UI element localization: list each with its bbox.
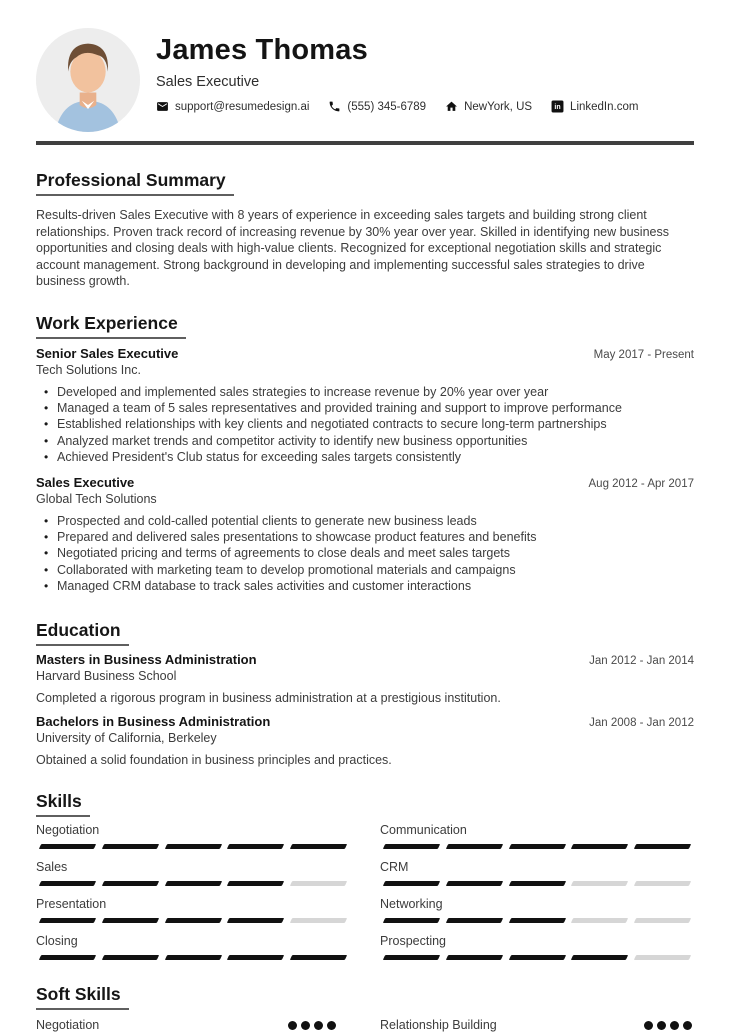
contact-location-text: NewYork, US bbox=[464, 100, 533, 113]
job-bullet: • Analyzed market trends and competitor activity to identify new business opportunities bbox=[36, 433, 694, 449]
skill-item bbox=[380, 897, 694, 923]
skill-item bbox=[36, 897, 350, 923]
avatar bbox=[36, 28, 140, 132]
skill-bar-segment bbox=[634, 918, 691, 923]
skill-item bbox=[36, 934, 350, 960]
skill-bar-segment bbox=[571, 918, 628, 923]
phone-icon bbox=[328, 100, 341, 113]
education-entry bbox=[36, 652, 694, 705]
skill-item bbox=[380, 860, 694, 886]
skill-bar-segment bbox=[290, 844, 347, 849]
skill-bar-segment bbox=[634, 881, 691, 886]
contact-email-text: support@resumedesign.ai bbox=[175, 100, 310, 113]
section-heading-education: Education bbox=[36, 620, 129, 646]
skill-label: Communication bbox=[380, 823, 467, 837]
contact-phone bbox=[328, 100, 426, 113]
section-work-experience bbox=[36, 290, 694, 594]
job-dates: May 2017 - Present bbox=[593, 348, 694, 361]
section-skills bbox=[36, 767, 694, 971]
skills-column-left bbox=[36, 823, 350, 971]
degree-title: Bachelors in Business Administration bbox=[36, 714, 271, 729]
skill-level-bar bbox=[36, 918, 350, 923]
home-icon bbox=[445, 100, 458, 113]
email-icon bbox=[156, 100, 169, 113]
skill-bar-segment bbox=[446, 955, 503, 960]
education-entry bbox=[36, 714, 694, 767]
rating-dot bbox=[644, 1021, 653, 1030]
skill-item bbox=[380, 823, 694, 849]
skill-bar-segment bbox=[102, 881, 159, 886]
skill-bar-segment bbox=[446, 881, 503, 886]
job-bullet: • Achieved President's Club status for exceeding sales targets consistently bbox=[36, 449, 694, 465]
skill-bar-segment bbox=[508, 881, 565, 886]
soft-skill-dots bbox=[644, 1021, 692, 1030]
skill-bar-segment bbox=[102, 844, 159, 849]
contact-location bbox=[445, 100, 532, 113]
skill-bar-segment bbox=[290, 881, 347, 886]
education-description: Completed a rigorous program in business administration at a prestigious institution. bbox=[36, 691, 501, 705]
job-bullet-list bbox=[36, 384, 694, 465]
contact-row bbox=[156, 100, 638, 113]
degree-title: Masters in Business Administration bbox=[36, 652, 257, 667]
job-bullet: • Managed a team of 5 sales representatives and provided training and support to improve performance bbox=[36, 400, 694, 416]
rating-dot bbox=[657, 1021, 666, 1030]
skill-item bbox=[36, 823, 350, 849]
skill-label: Sales bbox=[36, 860, 68, 874]
skill-bar-segment bbox=[164, 881, 221, 886]
rating-dot bbox=[288, 1021, 297, 1030]
job-bullet: • Established relationships with key clients and negotiated contracts to secure long-term partnerships bbox=[36, 416, 694, 432]
job-bullet: • Managed CRM database to track sales activities and customer interactions bbox=[36, 578, 694, 594]
skill-bar-segment bbox=[383, 844, 440, 849]
rating-dot bbox=[670, 1021, 679, 1030]
avatar-illustration bbox=[36, 28, 140, 132]
skill-bar-segment bbox=[508, 844, 565, 849]
contact-phone-text: (555) 345-6789 bbox=[347, 100, 427, 113]
rating-dot bbox=[301, 1021, 310, 1030]
job-bullet: • Developed and implemented sales strategies to increase revenue by 20% year over year bbox=[36, 384, 694, 400]
skill-bar-segment bbox=[634, 955, 691, 960]
skill-bar-segment bbox=[383, 881, 440, 886]
skill-bar-segment bbox=[446, 918, 503, 923]
linkedin-icon bbox=[551, 100, 564, 113]
svg-text:in: in bbox=[554, 104, 561, 112]
skill-label: Closing bbox=[36, 934, 78, 948]
skill-label: Networking bbox=[380, 897, 443, 911]
education-dates: Jan 2008 - Jan 2012 bbox=[589, 717, 694, 729]
skill-level-bar bbox=[380, 881, 694, 886]
skill-bar-segment bbox=[164, 844, 221, 849]
skills-grid bbox=[36, 823, 694, 971]
skill-label: CRM bbox=[380, 860, 409, 874]
candidate-title: Sales Executive bbox=[156, 74, 260, 90]
education-dates: Jan 2012 - Jan 2014 bbox=[589, 655, 694, 667]
skill-bar-segment bbox=[39, 918, 96, 923]
skill-level-bar bbox=[380, 844, 694, 849]
job-entry bbox=[36, 346, 694, 465]
skill-level-bar bbox=[380, 955, 694, 960]
skill-level-bar bbox=[380, 918, 694, 923]
school-name: University of California, Berkeley bbox=[36, 731, 217, 745]
soft-skill-item bbox=[380, 1018, 694, 1032]
job-title: Sales Executive bbox=[36, 474, 135, 490]
skill-level-bar bbox=[36, 844, 350, 849]
candidate-name: James Thomas bbox=[156, 34, 368, 66]
skill-label: Negotiation bbox=[36, 823, 100, 837]
skills-column-right bbox=[380, 823, 694, 971]
rating-dot bbox=[683, 1021, 692, 1030]
skill-level-bar bbox=[36, 955, 350, 960]
skill-bar-segment bbox=[571, 844, 628, 849]
skill-item bbox=[380, 934, 694, 960]
skill-bar-segment bbox=[227, 881, 284, 886]
resume-header bbox=[36, 0, 694, 132]
job-company: Global Tech Solutions bbox=[36, 491, 157, 506]
contact-linkedin bbox=[551, 100, 638, 113]
skill-bar-segment bbox=[102, 918, 159, 923]
skill-bar-segment bbox=[39, 844, 96, 849]
skill-bar-segment bbox=[383, 955, 440, 960]
skill-bar-segment bbox=[634, 844, 691, 849]
job-bullet: • Collaborated with marketing team to develop promotional materials and campaigns bbox=[36, 562, 694, 578]
job-entry bbox=[36, 475, 694, 594]
job-bullet-list bbox=[36, 513, 694, 594]
soft-skill-label: Relationship Building bbox=[380, 1018, 497, 1032]
skill-bar-segment bbox=[39, 881, 96, 886]
section-professional-summary bbox=[36, 145, 694, 290]
section-soft-skills bbox=[36, 971, 694, 1032]
summary-text: Results-driven Sales Executive with 8 years of experience in exceeding sales targets and building strong client relationships. Proven track record of increasing revenue by 30% year over year. Skilled in identifying new business opportunities and closing deals with high-value clients. Recognized for exceptional negotiation skills and strategic account management. Strong background in developing and implementing successful sales strategies to drive business growth. bbox=[36, 208, 669, 289]
soft-skill-item bbox=[36, 1018, 350, 1032]
skill-bar-segment bbox=[227, 844, 284, 849]
skill-bar-segment bbox=[571, 881, 628, 886]
skill-bar-segment bbox=[290, 918, 347, 923]
soft-skill-label: Negotiation bbox=[36, 1018, 100, 1032]
skill-bar-segment bbox=[571, 955, 628, 960]
skill-label: Presentation bbox=[36, 897, 107, 911]
job-bullet: • Prospected and cold-called potential clients to generate new business leads bbox=[36, 513, 694, 529]
section-heading-summary: Professional Summary bbox=[36, 170, 234, 196]
skill-bar-segment bbox=[102, 955, 159, 960]
skill-bar-segment bbox=[446, 844, 503, 849]
job-dates: Aug 2012 - Apr 2017 bbox=[588, 477, 694, 490]
skill-level-bar bbox=[36, 881, 350, 886]
contact-email bbox=[156, 100, 309, 113]
soft-skill-dots bbox=[288, 1021, 336, 1030]
skill-bar-segment bbox=[227, 918, 284, 923]
section-heading-skills: Skills bbox=[36, 791, 90, 817]
school-name: Harvard Business School bbox=[36, 669, 177, 683]
rating-dot bbox=[314, 1021, 323, 1030]
skill-bar-segment bbox=[227, 955, 284, 960]
header-text bbox=[156, 28, 638, 113]
section-education bbox=[36, 594, 694, 767]
section-heading-soft-skills: Soft Skills bbox=[36, 984, 129, 1010]
education-header bbox=[36, 652, 694, 667]
skill-bar-segment bbox=[290, 955, 347, 960]
skill-item bbox=[36, 860, 350, 886]
skill-bar-segment bbox=[39, 955, 96, 960]
skill-label: Prospecting bbox=[380, 934, 447, 948]
job-header bbox=[36, 346, 694, 361]
job-bullet: • Prepared and delivered sales presentations to showcase product features and benefits bbox=[36, 529, 694, 545]
job-company: Tech Solutions Inc. bbox=[36, 362, 141, 377]
contact-linkedin-text: LinkedIn.com bbox=[570, 100, 639, 113]
education-header bbox=[36, 714, 694, 729]
job-bullet: • Negotiated pricing and terms of agreements to close deals and meet sales targets bbox=[36, 545, 694, 561]
education-description: Obtained a solid foundation in business principles and practices. bbox=[36, 753, 392, 767]
skill-bar-segment bbox=[164, 918, 221, 923]
skill-bar-segment bbox=[508, 918, 565, 923]
skill-bar-segment bbox=[383, 918, 440, 923]
soft-skills-grid bbox=[36, 1018, 694, 1032]
job-title: Senior Sales Executive bbox=[36, 345, 179, 361]
section-heading-work: Work Experience bbox=[36, 313, 186, 339]
job-header bbox=[36, 475, 694, 490]
skill-bar-segment bbox=[164, 955, 221, 960]
rating-dot bbox=[327, 1021, 336, 1030]
skill-bar-segment bbox=[508, 955, 565, 960]
